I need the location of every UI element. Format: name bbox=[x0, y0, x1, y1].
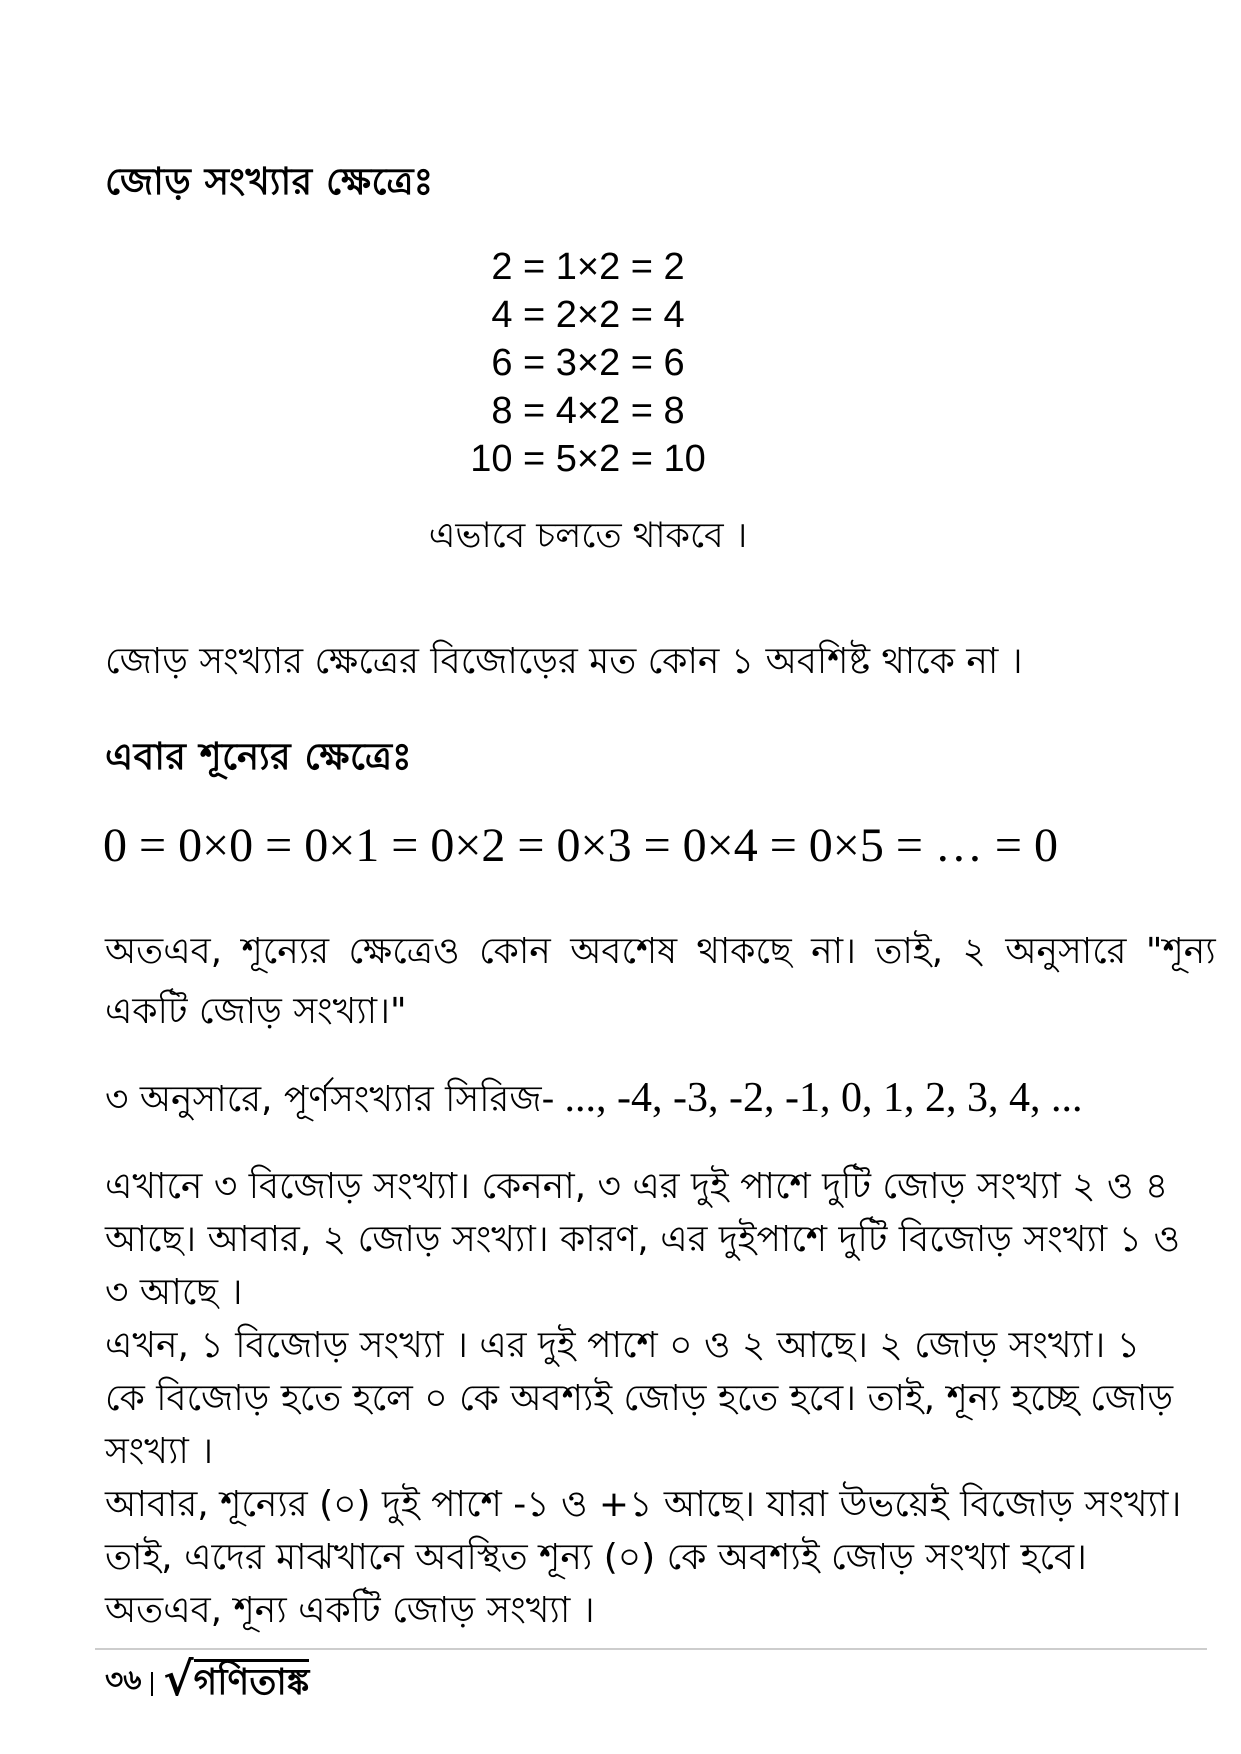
footer-separator bbox=[95, 1648, 1207, 1650]
body-text-line: ৩ আছে । bbox=[105, 1272, 243, 1313]
section-zero-heading: এবার শূন্যের ক্ষেত্রেঃ bbox=[105, 735, 413, 778]
even-equation-line: 6 = 3×2 = 6 bbox=[491, 342, 685, 384]
explanation-paragraph bbox=[105, 1160, 1182, 1637]
body-text-line: তাই, এদের মাঝখানে অবস্থিত শূন্য (০) কে অবশ্যই জোড় সংখ্যা হবে। bbox=[105, 1537, 1087, 1578]
even-equations-block bbox=[105, 243, 1071, 559]
body-text-line: এখন, ১ বিজোড় সংখ্যা । এর দুই পাশে ০ ও ২ আছে। ২ জোড় সংখ্যা। ১ bbox=[105, 1325, 1141, 1366]
series-intro: ৩ অনুসারে, পূর্ণসংখ্যার সিরিজ- bbox=[105, 1079, 555, 1120]
radical-sign-icon: √ bbox=[163, 1652, 194, 1706]
zero-conclusion-line: অতএব, শূন্যের ক্ষেত্রেও কোন অবশেষ থাকছে না। তাই, ২ অনুসারে "শূন্য bbox=[105, 931, 1216, 972]
continuation-note: এভাবে চলতে থাকবে । bbox=[428, 516, 748, 556]
footer-divider bbox=[151, 1672, 153, 1696]
brand-logo bbox=[163, 1652, 310, 1706]
even-remark: জোড় সংখ্যার ক্ষেত্রের বিজোড়ের মত কোন ১ অবশিষ্ট থাকে না । bbox=[105, 641, 1023, 682]
zero-equation: 0 = 0×0 = 0×1 = 0×2 = 0×3 = 0×4 = 0×5 = … = 0 bbox=[103, 819, 1058, 872]
integer-series-line bbox=[105, 1072, 1082, 1132]
page-footer bbox=[105, 1652, 310, 1706]
page-number: ৩৬ bbox=[105, 1663, 142, 1696]
body-text-line: এখানে ৩ বিজোড় সংখ্যা। কেননা, ৩ এর দুই পাশে দুটি জোড় সংখ্যা ২ ও ৪ bbox=[105, 1166, 1169, 1207]
body-text-line: অতএব, শূন্য একটি জোড় সংখ্যা । bbox=[105, 1590, 595, 1631]
zero-conclusion bbox=[105, 922, 1216, 1042]
even-equation-line: 4 = 2×2 = 4 bbox=[491, 294, 685, 336]
even-equation-line: 10 = 5×2 = 10 bbox=[470, 438, 706, 480]
body-text-line: আবার, শূন্যের (০) দুই পাশে -১ ও +১ আছে। যারা উভয়েই বিজোড় সংখ্যা। bbox=[105, 1484, 1182, 1525]
body-text-line: কে বিজোড় হতে হলে ০ কে অবশ্যই জোড় হতে হবে। তাই, শূন্য হচ্ছে জোড় bbox=[105, 1378, 1174, 1419]
body-text-line: সংখ্যা । bbox=[105, 1431, 214, 1472]
even-equation-line: 8 = 4×2 = 8 bbox=[491, 390, 685, 432]
even-equation-line: 2 = 1×2 = 2 bbox=[491, 246, 685, 288]
body-text-line: আছে। আবার, ২ জোড় সংখ্যা। কারণ, এর দুইপাশে দুটি বিজোড় সংখ্যা ১ ও bbox=[105, 1219, 1180, 1260]
brand-name: গণিতাঙ্ক bbox=[194, 1659, 310, 1704]
zero-conclusion-line: একটি জোড় সংখ্যা।" bbox=[105, 991, 407, 1032]
section-even-heading: জোড় সংখ্যার ক্ষেত্রেঃ bbox=[105, 160, 434, 203]
series-values: ..., -4, -3, -2, -1, 0, 1, 2, 3, 4, ... bbox=[564, 1075, 1083, 1121]
